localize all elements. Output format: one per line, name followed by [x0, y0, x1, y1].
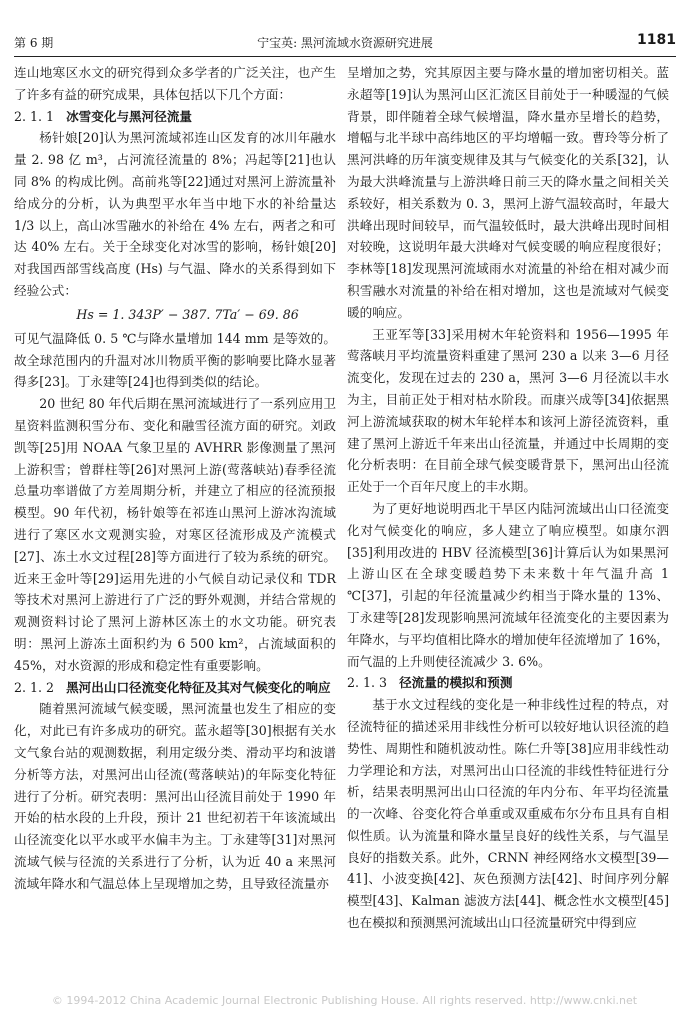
- issue-number: 第 6 期: [14, 36, 54, 50]
- paragraph: 可见气温降低 0. 5 ℃与降水量增加 144 mm 是等效的。故全球范围内的升温对冰川物质平衡的影响要比降水显著得多[23]。丁永建等[24]也得到类似的结论。: [14, 330, 336, 390]
- header-rule: [14, 56, 676, 57]
- section-title: 黑河出山口径流变化特征及其对气候变化的响应: [66, 679, 331, 695]
- running-title: 宁宝英: 黑河流域水资源研究进展: [257, 36, 433, 50]
- paragraph: 呈增加之势，究其原因主要与降水量的增加密切相关。蓝永超等[19]认为黑河山区汇流区目前处于一种暖湿的气候背景，即伴随着全球气候增温，降水量亦呈增长的趋势，增幅与北半球中高纬地区的平均增幅一致。曹玲等分析了黑河洪峰的历年演变规律及其与气候变化的关系[32]，认为最大洪峰流量与上游洪峰日前三天的降水量之间相关关系较好，相关系数为 0. 3，黑河上游气温较高时，年最大洪峰出现时间较早，而气温较低时，最大洪峰出现时间相对较晚，这说明年最大洪峰对气候变暖的响应程度很好；李林等[18]发现黑河流域雨水对流量的补给在相对减少而积雪融水对流量的补给在相对增加，这也是流域对气候变暖的响应。: [347, 65, 669, 320]
- paragraph-intro: 连山地寒区水文的研究得到众多学者的广泛关注，也产生了许多有益的研究成果，具体包括以下几个方面：: [14, 65, 336, 102]
- right-column: [347, 62, 669, 934]
- empirical-formula: Hs = 1. 343P′ − 387. 7Ta′ − 69. 86: [76, 306, 299, 322]
- copyright-footer: © 1994-2012 China Academic Journal Electronic Publishing House. All rights reserved. http://www.cnki.net: [51, 994, 638, 1007]
- paragraph: 杨针娘[20]认为黑河流域祁连山区发育的冰川年融水量 2. 98 亿 m³，占河流径流量的 8%；冯起等[21]也认同 8% 的构成比例。高前兆等[22]通过对黑河上游流量补给成分的分析，认为典型平水年当中地下水的补给量达 1/3 以上，高山冰雪融水的补给在 4% 左右，两者之和可达 40% 左右。关于全球变化对冰雪的影响，杨针娘[20]对我国西部雪线高度 (Hs) 与气温、降水的关系得到如下经验公式：: [14, 130, 336, 298]
- page-header: [14, 34, 676, 52]
- section-number: 2. 1. 2: [14, 679, 55, 695]
- section-heading-2-1-3: [347, 672, 669, 694]
- paragraph: 为了更好地说明西北干旱区内陆河流域出山口径流变化对气候变化的响应，多人建立了响应模型。如康尔泗[35]利用改进的 HBV 径流模型[36]计算后认为如果黑河上游山区在全球变暖趋势下未来数十年气温升高 1 ℃[37]，引起的年径流量减少约相当于降水量的 13%、丁永建等[28]发现影响黑河流域年径流变化的主要因素为年降水，与平均值相比降水的增加使年径流增加了 16%，而气温的上升则使径流减少 3. 6%。: [347, 500, 669, 669]
- section-number: 2. 1. 1: [14, 108, 55, 124]
- paragraph: 20 世纪 80 年代后期在黑河流域进行了一系列应用卫星资料监测积雪分布、变化和融雪径流方面的研究。刘政凯等[25]用 NOAA 气象卫星的 AVHRR 影像测量了黑河上游积雪；曾群柱等[26]对黑河上游(莺落峡站)春季径流总量功率谱做了方差周期分析，并建立了相应的径流预报模型。90 年代初，杨针娘等在祁连山黑河上游冰沟流域进行了寒区水文观测实验，对寒区径流形成及产流模式[27]、冻土水文过程[28]等方面进行了较为系统的研究。近来王金叶等[29]运用先进的小气候自动记录仪和 TDR 等技术对黑河上游进行了广泛的野外观测，并结合常规的观测资料讨论了黑河上游林区冻土的水文功能。研究表明：黑河上游冻土面积约为 6 500 km²，占流域面积的 45%，对水资源的形成和稳定性有重要影响。: [14, 396, 336, 673]
- section-title: 径流量的模拟和预测: [399, 675, 513, 691]
- paragraph: 随着黑河流域气候变暖，黑河流量也发生了相应的变化，对此已有许多成功的研究。蓝永超等[30]根据有关水文气象台站的观测数据，利用定级分类、滑动平均和波谱分析等方法，对黑河出山径流(莺落峡站)的年际变化特征进行了分析。研究表明：黑河出山径流目前处于 1990 年开始的枯水段的上升段，预计 21 世纪初若干年该流域出山径流变化以平水或平水偏丰为主。丁永建等[31]对黑河流域气候与径流的关系进行了分析，认为近 40 a 来黑河流域年降水和气温总体上呈现增加之势，且导致径流量亦: [14, 701, 336, 891]
- paragraph: 王亚军等[33]采用树木年轮资料和 1956—1995 年莺落峡月平均流量资料重建了黑河 230 a 以来 3—6 月径流变化，发现在过去的 230 a，黑河 3—6 月径流以丰水为主，目前正处于相对枯水阶段。而康兴成等[34]依据黑河上游流域获取的树木年轮样本和该河上游径流资料，重建了黑河上游近千年来出山径流量，并通过中长周期的变化分析表明：在目前全球气候变暖背景下，黑河出山径流正处于一个百年尺度上的丰水期。: [347, 326, 669, 495]
- section-title: 冰雪变化与黑河径流量: [66, 108, 192, 124]
- section-number: 2. 1. 3: [347, 675, 388, 691]
- page-number: 1181: [637, 32, 676, 48]
- left-column: [14, 62, 336, 894]
- paragraph: 基于水文过程线的变化是一种非线性过程的特点，对径流特征的描述采用非线性分析可以较好地认识径流的趋势性、周期性和随机波动性。陈仁升等[38]应用非线性动力学理论和方法，对黑河出山口径流的非线性特征进行分析，结果表明黑河出山口径流的年内分布、年平均径流量的一次峰、谷变化符合单重或双重威布尔分布且具有自相似性质。认为流量和降水量呈良好的线性关系，与气温呈良好的指数关系。此外，CRNN 神经网络水文模型[39—41]、小波变换[42]、灰色预测方法[42]、时间序列分解模型[43]、Kalman 滤波方法[44]、概念性水文模型[45]也在模拟和预测黑河流域出山口径流量研究中得到应: [347, 697, 669, 931]
- section-heading-2-1-1: [14, 106, 336, 128]
- section-heading-2-1-2: [14, 677, 336, 699]
